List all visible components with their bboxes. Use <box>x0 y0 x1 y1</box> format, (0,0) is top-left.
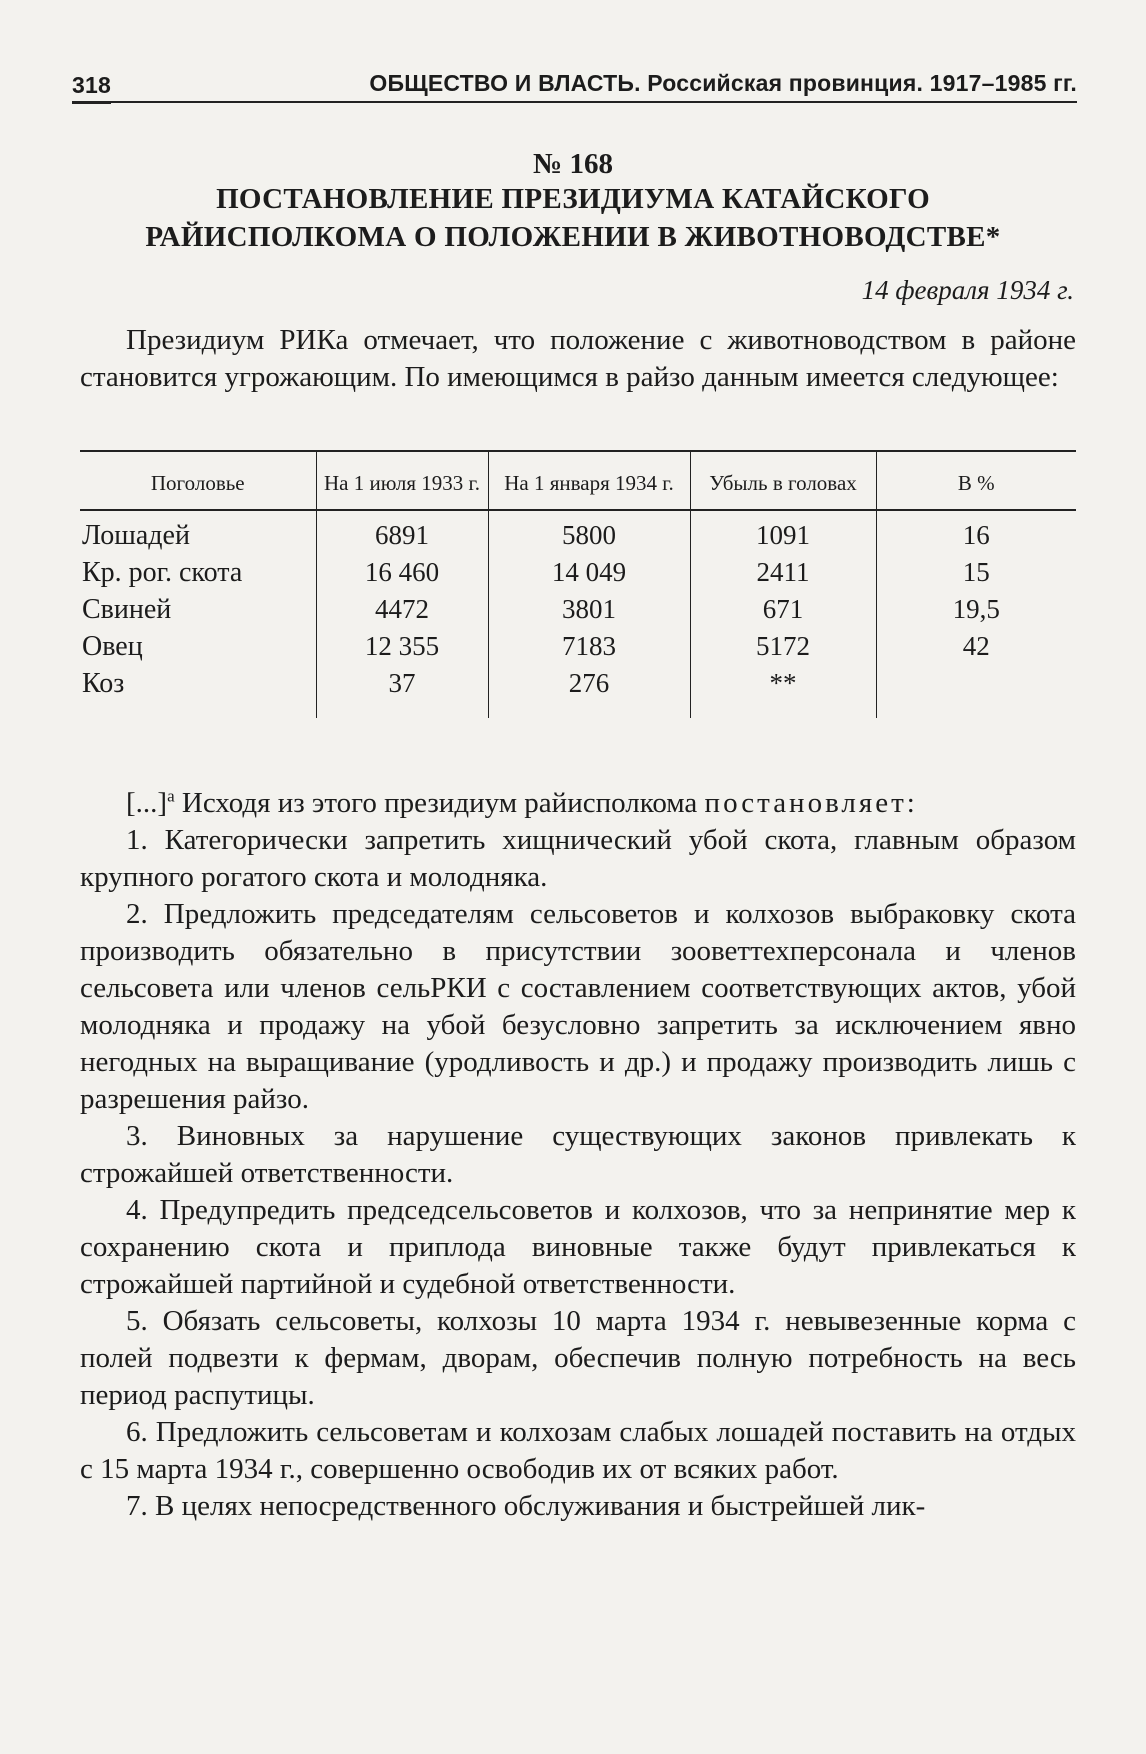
loss-percent: 16 <box>962 520 990 550</box>
count-july-1933: 16 460 <box>316 554 488 591</box>
document-number: № 168 <box>533 148 613 180</box>
resolution-section <box>80 785 1076 1525</box>
count-jan-1934: 5800 <box>488 510 690 554</box>
loss-heads: 671 <box>690 591 876 628</box>
loss-heads: 5172 <box>690 628 876 665</box>
livestock-type: Лошадей <box>80 510 316 554</box>
count-jan-1934: 14 049 <box>488 554 690 591</box>
livestock-table <box>80 450 1076 718</box>
document-date: 14 февраля 1934 г. <box>861 275 1074 305</box>
resolution-lead-text: Исходя из этого президиум райисполкома <box>174 787 705 819</box>
title-line-2: РАЙИСПОЛКОМА О ПОЛОЖЕНИИ В ЖИВОТНОВОДСТВЕ* <box>145 221 1001 253</box>
count-july-1933: 4472 <box>316 591 488 628</box>
count-jan-1934: 276 <box>488 665 690 718</box>
column-header: На 1 января 1934 г. <box>488 451 690 510</box>
loss-percent: 15 <box>962 557 990 587</box>
livestock-type: Овец <box>80 628 316 665</box>
page-number: 318 <box>72 72 111 104</box>
resolution-lead <box>80 785 1076 822</box>
title-line-1: ПОСТАНОВЛЕНИЕ ПРЕЗИДИУМА КАТАЙСКОГО <box>216 183 930 215</box>
table-header-row <box>80 451 1076 510</box>
document-title <box>100 180 1046 256</box>
resolution-item-4: 4. Предупредить председсельсоветов и колхозов, что за непринятие мер к сохранению скота и приплода виновные также будут привлекаться к строжайшей партийной и судебной ответственности. <box>80 1194 1076 1300</box>
resolution-item-5: 5. Обязать сельсоветы, колхозы 10 марта 1934 г. невывезенные корма с полей подвезти к фермам, дворам, обеспечив полную потребность на весь период распутицы. <box>80 1305 1076 1411</box>
livestock-type: Свиней <box>80 591 316 628</box>
running-title: ОБЩЕСТВО И ВЛАСТЬ. Российская провинция. 1917–1985 гг. <box>369 70 1077 96</box>
intro-paragraph <box>80 322 1076 396</box>
intro-text: Президиум РИКа отмечает, что положение с животноводством в районе становится угрожающим. По имеющимся в райзо данным имеется следующее: <box>80 324 1076 393</box>
column-header: Убыль в головах <box>690 451 876 510</box>
column-header: Поголовье <box>80 451 316 510</box>
footnote-mark: а <box>167 786 175 806</box>
table-row <box>80 665 1076 718</box>
livestock-type: Кр. рог. скота <box>80 554 316 591</box>
column-header: В % <box>876 451 1076 510</box>
loss-heads: 1091 <box>690 510 876 554</box>
table-row <box>80 591 1076 628</box>
loss-percent <box>876 665 1076 718</box>
resolution-item-1: 1. Категорически запретить хищнический убой скота, главным образом крупного рогатого скота и молодняка. <box>80 824 1076 893</box>
table-row <box>80 628 1076 665</box>
table-row <box>80 510 1076 554</box>
count-jan-1934: 7183 <box>488 628 690 665</box>
table-row <box>80 554 1076 591</box>
column-header: На 1 июля 1933 г. <box>316 451 488 510</box>
count-jan-1934: 3801 <box>488 591 690 628</box>
count-july-1933: 6891 <box>316 510 488 554</box>
livestock-type: Коз <box>80 665 316 718</box>
running-head <box>72 70 1077 103</box>
omission-mark: [...] <box>126 787 168 819</box>
count-july-1933: 37 <box>316 665 488 718</box>
resolution-verb: постановляет <box>704 787 907 819</box>
loss-heads: ** <box>690 665 876 718</box>
resolution-item-6: 6. Предложить сельсоветам и колхозам слабых лошадей поставить на отдых с 15 марта 1934 г., совершенно освободив их от всяких работ. <box>80 1416 1076 1485</box>
count-july-1933: 12 355 <box>316 628 488 665</box>
resolution-colon: : <box>906 787 915 819</box>
resolution-item-2: 2. Предложить председателям сельсоветов и колхозов выбраковку скота производить обязательно в присутствии зооветтехперсонала и членов сельсовета или членов сельРКИ с составлением соответствующих актов, убой молодняка и продажу на убой безусловно запретить за исключением явно негодных на выращивание (уродливость и др.) и продажу производить лишь с разрешения райзо. <box>80 898 1076 1115</box>
loss-percent: 19,5 <box>952 594 1000 624</box>
loss-percent: 42 <box>962 631 990 661</box>
resolution-item-3: 3. Виновных за нарушение существующих законов привлекать к строжайшей ответственности. <box>80 1120 1076 1189</box>
loss-heads: 2411 <box>690 554 876 591</box>
resolution-item-7: 7. В целях непосредственного обслуживания и быстрейшей лик- <box>126 1490 926 1522</box>
